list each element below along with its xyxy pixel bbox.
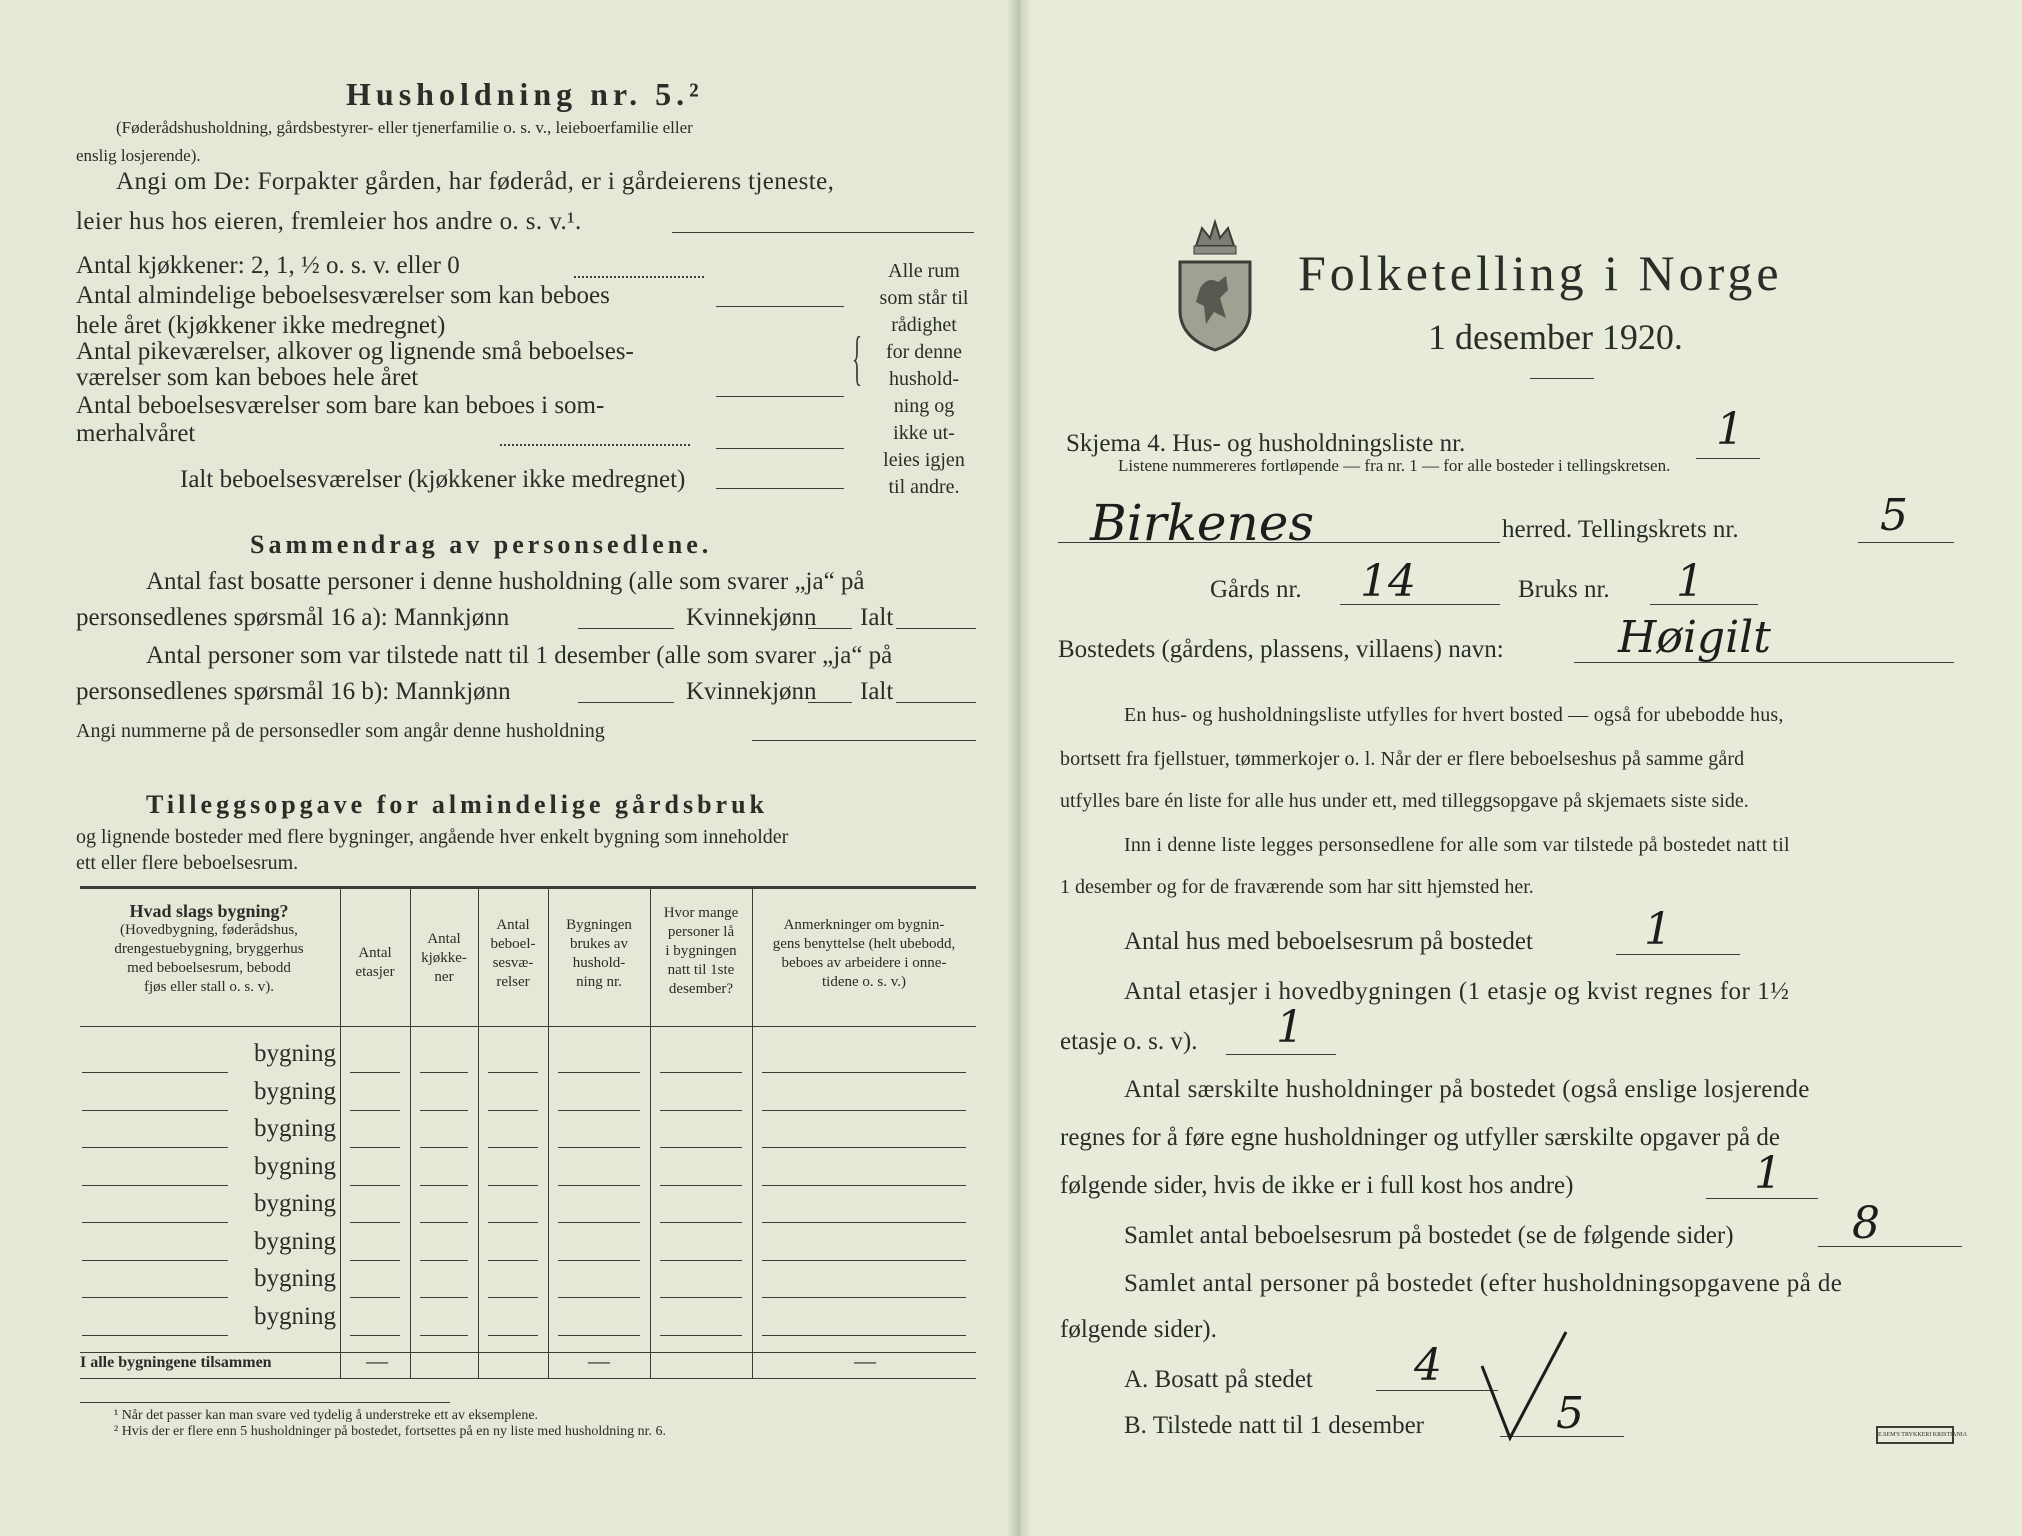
maid-rooms-question-1: Antal pikeværelser, alkover og lignende små beboelses- <box>76 338 634 365</box>
table-cell-line <box>488 1260 538 1261</box>
table-cell-line <box>558 1072 640 1073</box>
maid-rooms-question-2: værelser som kan beboes hele året <box>76 364 419 391</box>
table-cell-line <box>558 1185 640 1186</box>
rooms-question-1: Antal almindelige beboelsesværelser som kan beboes <box>76 282 610 309</box>
table-cell-line <box>762 1185 966 1186</box>
col-header-building: Hvad slags bygning? (Hovedbygning, føderådshus, drengestuebygning, bryggerhus med beboelsesrum, bebodd fjøs eller stall o. s. v). <box>114 901 304 995</box>
col-header-rooms: Antal beboel- sesvæ- relser <box>490 917 536 990</box>
tillegg-note-1: og lignende bosteder med flere bygninger, angående hver enkelt bygning som inneholder <box>76 826 789 848</box>
summary-line-1: Antal fast bosatte personer i denne husholdning (alle som svarer „ja“ på <box>146 568 865 595</box>
table-cell-line <box>488 1297 538 1298</box>
table-cell-line <box>420 1072 468 1073</box>
q-floors-2: etasje o. s. v). <box>1060 1028 1198 1055</box>
table-row-line <box>82 1297 228 1298</box>
table-cell-line <box>488 1147 538 1148</box>
table-cell-line <box>762 1297 966 1298</box>
gards-number: 14 <box>1360 556 1416 607</box>
summer-rooms-question-1: Antal beboelsesværelser som bare kan beboes i som- <box>76 392 605 419</box>
summary-total-2: Ialt <box>860 678 894 705</box>
table-cell-line <box>350 1335 400 1336</box>
brace-icon: { <box>852 325 863 391</box>
bruks-label: Bruks nr. <box>1518 576 1610 603</box>
angi-line-2: leier hus hos eieren, fremleier hos andre o. s. v.¹. <box>76 208 582 235</box>
table-row-label: bygning <box>254 1190 336 1217</box>
total-dash-household: — <box>588 1348 610 1373</box>
bruks-number: 1 <box>1676 556 1704 607</box>
table-cell-line <box>350 1222 400 1223</box>
total-dash-remarks: — <box>854 1348 876 1373</box>
q-houses: Antal hus med beboelsesrum på bostedet <box>1124 928 1533 955</box>
summary-total-1: Ialt <box>860 604 894 631</box>
a-rooms: 8 <box>1852 1198 1880 1249</box>
table-cell-line <box>558 1335 640 1336</box>
col-header-remarks: Anmerkninger om bygnin- gens benyttelse (helt ubebodd, beboes av arbeidere i onne- tidene o. s. v.) <box>772 917 956 990</box>
table-row-line <box>82 1110 228 1111</box>
col-header-floors: Antal etasjer <box>355 945 395 980</box>
table-cell-line <box>558 1222 640 1223</box>
table-cell-line <box>660 1185 742 1186</box>
table-cell-line <box>350 1110 400 1111</box>
summary-line-2: personsedlenes spørsmål 16 a): Mannkjønn <box>76 604 510 631</box>
table-cell-line <box>488 1222 538 1223</box>
table-row-label: bygning <box>254 1077 336 1105</box>
total-label: I alle bygningene tilsammen <box>80 1354 272 1371</box>
printer-stamp: E.SEM'S TRYKKERI KRISTIANIA <box>1876 1426 1954 1444</box>
para2-line-2: 1 desember og for de fraværende som har sitt hjemsted her. <box>1060 876 1534 898</box>
angi-line-1: Angi om De: Forpakter gården, har føderåd, er i gårdeierens tjeneste, <box>116 168 835 195</box>
table-cell-line <box>558 1297 640 1298</box>
coat-of-arms-icon <box>1174 206 1256 354</box>
summary-numbers-line: Angi nummerne på de personsedler som angår denne husholdning <box>76 720 605 742</box>
total-rooms-label: Ialt beboelsesværelser (kjøkkener ikke medregnet) <box>180 466 686 493</box>
a-present: 5 <box>1556 1388 1584 1439</box>
a-households: 1 <box>1754 1148 1782 1199</box>
summary-female-1: Kvinnekjønn <box>686 604 817 631</box>
col-header-persons: Hvor mange personer lå i bygningen natt til 1ste desember? <box>663 905 739 997</box>
table-cell-line <box>488 1072 538 1073</box>
table-cell-line <box>660 1335 742 1336</box>
note-line-1: (Føderådshusholdning, gårdsbestyrer- eller tjenerfamilie o. s. v., leieboerfamilie eller <box>116 118 693 137</box>
table-cell-line <box>420 1185 468 1186</box>
table-cell-line <box>488 1110 538 1111</box>
table-row-line <box>82 1335 228 1336</box>
table-cell-line <box>420 1335 468 1336</box>
table-cell-line <box>488 1335 538 1336</box>
household-title: Husholdning nr. 5.² <box>346 76 704 112</box>
table-cell-line <box>762 1260 966 1261</box>
table-cell-line <box>420 1260 468 1261</box>
table-cell-line <box>350 1185 400 1186</box>
para1-line-1: En hus- og husholdningsliste utfylles for hvert bosted — også for ubebodde hus, <box>1124 704 1784 726</box>
table-cell-line <box>350 1147 400 1148</box>
table-cell-line <box>420 1297 468 1298</box>
para1-line-3: utfylles bare én liste for alle hus under ett, med tilleggsopgave på skjemaets siste side. <box>1060 790 1749 812</box>
skjema-label: Skjema 4. Hus- og husholdningsliste nr. <box>1066 430 1466 457</box>
col-header-kitchens: Antal kjøkke- ner <box>421 931 467 985</box>
table-cell-line <box>762 1222 966 1223</box>
table-cell-line <box>660 1147 742 1148</box>
table-row-line <box>82 1260 228 1261</box>
table-cell-line <box>558 1147 640 1148</box>
table-row-line <box>82 1147 228 1148</box>
table-cell-line <box>660 1297 742 1298</box>
q-rooms: Samlet antal beboelsesrum på bostedet (se de følgende sider) <box>1124 1222 1734 1249</box>
q-resident-label: A. Bosatt på stedet <box>1124 1366 1313 1393</box>
brace-note: Alle rum som står til rådighet for denne hushold- ning og ikke ut- leies igjen til andre. <box>879 260 969 498</box>
table-cell-line <box>350 1297 400 1298</box>
tillegg-title: Tilleggsopgave for almindelige gårdsbruk <box>146 790 769 819</box>
table-row-line <box>82 1185 228 1186</box>
footnote-2: ² Hvis der er flere enn 5 husholdninger på bostedet, fortsettes på en ny liste med husholdning nr. 6. <box>114 1424 667 1439</box>
table-cell-line <box>420 1110 468 1111</box>
q-persons-1: Samlet antal personer på bostedet (efter husholdningsopgavene på de <box>1124 1270 1843 1297</box>
kitchens-question: Antal kjøkkener: 2, 1, ½ o. s. v. eller 0 <box>76 252 460 279</box>
table-cell-line <box>558 1110 640 1111</box>
table-cell-line <box>762 1072 966 1073</box>
table-cell-line <box>660 1072 742 1073</box>
table-cell-line <box>420 1147 468 1148</box>
para1-line-2: bortsett fra fjellstuer, tømmerkojer o. l. Når der er flere beboelseshus på samme gård <box>1060 748 1745 770</box>
table-cell-line <box>660 1110 742 1111</box>
summary-title: Sammendrag av personsedlene. <box>250 530 713 559</box>
summer-rooms-question-2: merhalvåret <box>76 420 196 447</box>
table-cell-line <box>762 1110 966 1111</box>
checkmark-icon <box>1476 1326 1572 1444</box>
para2-line-1: Inn i denne liste legges personsedlene for alle som var tilstede på bostedet natt til <box>1124 834 1790 856</box>
total-dash-floors: — <box>366 1348 388 1373</box>
table-row-label: bygning <box>254 1115 336 1142</box>
table-cell-line <box>762 1335 966 1336</box>
gards-label: Gårds nr. <box>1210 576 1302 603</box>
tillegg-note-2: ett eller flere beboelsesrum. <box>76 852 299 874</box>
q-persons-2: følgende sider). <box>1060 1316 1217 1343</box>
bosted-name: Høigilt <box>1618 612 1771 663</box>
summary-female-2: Kvinnekjønn <box>686 678 817 705</box>
summary-line-3: Antal personer som var tilstede natt til 1 desember (alle som svarer „ja“ på <box>146 642 893 669</box>
summary-line-4: personsedlenes spørsmål 16 b): Mannkjønn <box>76 678 511 705</box>
table-row-label: bygning <box>254 1227 336 1255</box>
footnote-1: ¹ Når det passer kan man svare ved tydelig å understreke ett av eksemplene. <box>114 1408 539 1423</box>
tellingskrets-number: 5 <box>1880 490 1908 541</box>
table-cell-line <box>488 1185 538 1186</box>
table-row-label: bygning <box>254 1302 336 1330</box>
table-row-line <box>82 1072 228 1073</box>
table-row-line <box>82 1222 228 1223</box>
col-header-household: Bygningen brukes av hushold- ning nr. <box>566 917 632 990</box>
herred-label: herred. Tellingskrets nr. <box>1502 516 1739 543</box>
census-date: 1 desember 1920. <box>1428 317 1683 357</box>
table-cell-line <box>350 1072 400 1073</box>
herred-name: Birkenes <box>1090 494 1314 552</box>
q-households-3: følgende sider, hvis de ikke er i full kost hos andre) <box>1060 1172 1574 1199</box>
q-households-2: regnes for å føre egne husholdninger og utfyller særskilte opgaver på de <box>1060 1124 1780 1151</box>
table-row-label: bygning <box>254 1040 336 1067</box>
a-floors: 1 <box>1276 1002 1304 1053</box>
household-list-number: 1 <box>1716 404 1744 455</box>
table-cell-line <box>762 1147 966 1148</box>
census-title: Folketelling i Norge <box>1298 245 1783 301</box>
table-row-label: bygning <box>254 1152 336 1180</box>
a-resident: 4 <box>1414 1340 1442 1391</box>
bosted-label: Bostedets (gårdens, plassens, villaens) navn: <box>1058 636 1504 663</box>
q-floors-1: Antal etasjer i hovedbygningen (1 etasje og kvist regnes for 1½ <box>1124 978 1790 1005</box>
table-cell-line <box>420 1222 468 1223</box>
table-cell-line <box>350 1260 400 1261</box>
table-cell-line <box>660 1260 742 1261</box>
listene-note: Listene nummereres fortløpende — fra nr. 1 — for alle bosteder i tellingskretsen. <box>1118 456 1671 475</box>
a-houses: 1 <box>1644 904 1672 955</box>
q-households-1: Antal særskilte husholdninger på bostedet (også enslige losjerende <box>1124 1076 1810 1103</box>
table-row-label: bygning <box>254 1265 336 1292</box>
page-fold <box>1008 0 1030 1536</box>
note-line-2: enslig losjerende). <box>76 146 201 165</box>
table-cell-line <box>558 1260 640 1261</box>
rooms-question-2: hele året (kjøkkener ikke medregnet) <box>76 312 446 339</box>
q-present-label: B. Tilstede natt til 1 desember <box>1124 1412 1424 1439</box>
table-cell-line <box>660 1222 742 1223</box>
